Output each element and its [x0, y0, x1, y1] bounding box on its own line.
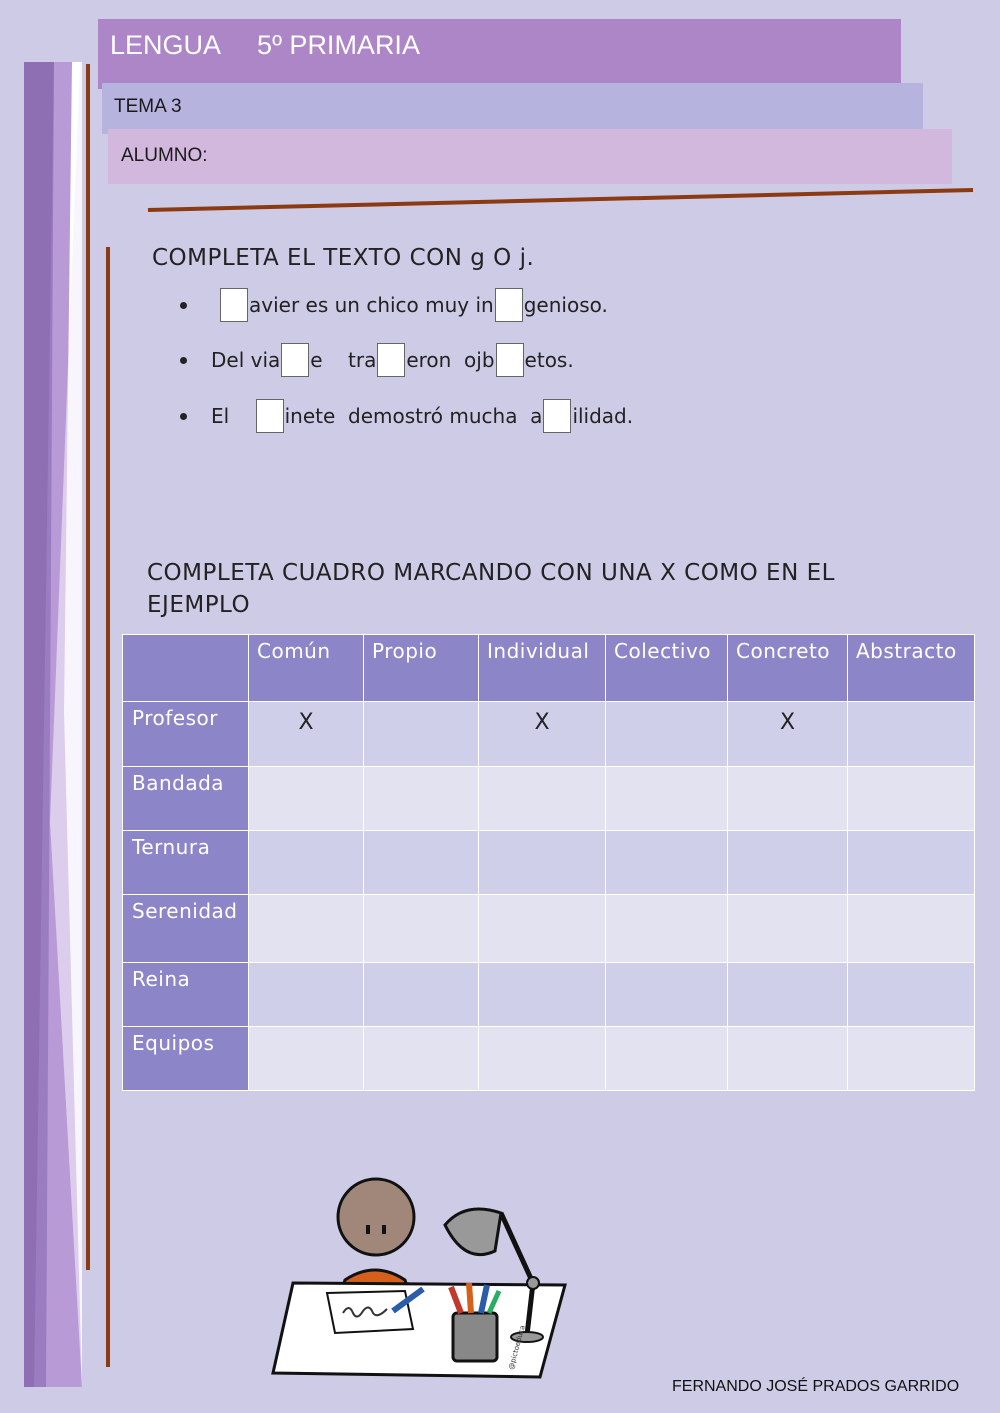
table-row: [123, 831, 975, 895]
exercise1-heading: COMPLETA EL TEXTO CON g O j.: [152, 245, 535, 271]
alumno-field[interactable]: [108, 129, 952, 184]
student-head: [338, 1179, 414, 1255]
answer-box[interactable]: [281, 343, 309, 377]
line-text: inete demostró mucha a: [284, 404, 543, 428]
line-text: avier es un chico muy in: [249, 293, 494, 317]
exercise2-heading: COMPLETA CUADRO MARCANDO CON UNA X COMO EN EL EJEMPLO: [147, 560, 835, 618]
page-title: LENGUA 5º PRIMARIA: [110, 30, 420, 60]
mark-cell[interactable]: X: [249, 702, 364, 767]
bullet-icon: [180, 302, 187, 309]
row-header: Serenidad: [123, 895, 249, 963]
column-header: Concreto: [728, 635, 848, 702]
mark-cell[interactable]: [364, 702, 479, 767]
mark-cell[interactable]: [364, 963, 479, 1027]
student-at-desk-illustration: [265, 1165, 595, 1385]
column-header: Colectivo: [606, 635, 728, 702]
mark-cell[interactable]: [728, 831, 848, 895]
tema-label: TEMA 3: [114, 96, 182, 117]
column-header: Abstracto: [848, 635, 975, 702]
answer-box[interactable]: [377, 343, 405, 377]
mark-cell[interactable]: [364, 895, 479, 963]
mark-cell[interactable]: [728, 895, 848, 963]
exercise1-line: [180, 288, 608, 322]
illustration-signature: @pictoeduca: [507, 1324, 527, 1371]
mark-cell[interactable]: [728, 767, 848, 831]
mark-cell[interactable]: [479, 767, 606, 831]
mark-cell[interactable]: [479, 963, 606, 1027]
mark-cell[interactable]: [364, 831, 479, 895]
mark-cell[interactable]: [606, 767, 728, 831]
vertical-rule-inner: [106, 247, 110, 1367]
mark-cell[interactable]: [364, 767, 479, 831]
mark-cell[interactable]: [606, 963, 728, 1027]
mark-cell[interactable]: [249, 895, 364, 963]
mark-cell[interactable]: [848, 767, 975, 831]
mark-cell[interactable]: [848, 702, 975, 767]
answer-box[interactable]: [256, 399, 284, 433]
line-text: e tra: [310, 348, 377, 372]
column-header: Individual: [479, 635, 606, 702]
exercise1-line: [180, 399, 633, 433]
mark-cell[interactable]: X: [479, 702, 606, 767]
mark-cell[interactable]: [606, 702, 728, 767]
bullet-icon: [180, 413, 187, 420]
author-credit: FERNANDO JOSÉ PRADOS GARRIDO: [672, 1378, 960, 1395]
table-row: [123, 702, 975, 767]
paper: [327, 1291, 413, 1333]
mark-cell[interactable]: [606, 831, 728, 895]
pencil-cup: [453, 1313, 497, 1361]
answer-box[interactable]: [543, 399, 571, 433]
answer-box[interactable]: [220, 288, 248, 322]
answer-box[interactable]: [496, 343, 524, 377]
exercise1-line: [180, 343, 574, 377]
table-header-row: [123, 635, 975, 702]
row-header: Equipos: [123, 1027, 249, 1091]
mark-cell[interactable]: [249, 1027, 364, 1091]
column-header: Común: [249, 635, 364, 702]
mark-cell[interactable]: [848, 895, 975, 963]
table-row: [123, 895, 975, 963]
tema-bar: [102, 83, 923, 134]
mark-cell[interactable]: [848, 963, 975, 1027]
line-text: eron ojb: [406, 348, 495, 372]
answer-box[interactable]: [495, 288, 523, 322]
mark-cell[interactable]: [848, 1027, 975, 1091]
mark-cell[interactable]: [728, 1027, 848, 1091]
mark-cell[interactable]: [249, 767, 364, 831]
column-header: Propio: [364, 635, 479, 702]
row-header: Ternura: [123, 831, 249, 895]
line-text: genioso.: [523, 293, 608, 317]
bullet-icon: [180, 357, 187, 364]
mark-cell[interactable]: [848, 831, 975, 895]
mark-cell[interactable]: [479, 831, 606, 895]
line-text: Del via: [211, 348, 281, 372]
table-row: [123, 1027, 975, 1091]
row-header: Bandada: [123, 767, 249, 831]
mark-cell[interactable]: [364, 1027, 479, 1091]
mark-cell[interactable]: [249, 963, 364, 1027]
line-text: etos.: [524, 348, 574, 372]
alumno-label: ALUMNO:: [121, 145, 208, 166]
mark-cell[interactable]: X: [728, 702, 848, 767]
line-text: ilidad.: [572, 404, 634, 428]
row-header: Reina: [123, 963, 249, 1027]
mark-cell[interactable]: [249, 831, 364, 895]
mark-cell[interactable]: [606, 1027, 728, 1091]
left-decorative-band: [24, 62, 82, 1387]
mark-cell[interactable]: [606, 895, 728, 963]
table-corner: [123, 635, 249, 702]
mark-cell[interactable]: [728, 963, 848, 1027]
table-row: [123, 963, 975, 1027]
table-row: [123, 767, 975, 831]
classification-table: [122, 634, 975, 1091]
row-header: Profesor: [123, 702, 249, 767]
line-text: El: [211, 404, 255, 428]
horizontal-rule: [146, 186, 976, 214]
mark-cell[interactable]: [479, 895, 606, 963]
vertical-rule-left: [86, 64, 90, 1270]
mark-cell[interactable]: [479, 1027, 606, 1091]
